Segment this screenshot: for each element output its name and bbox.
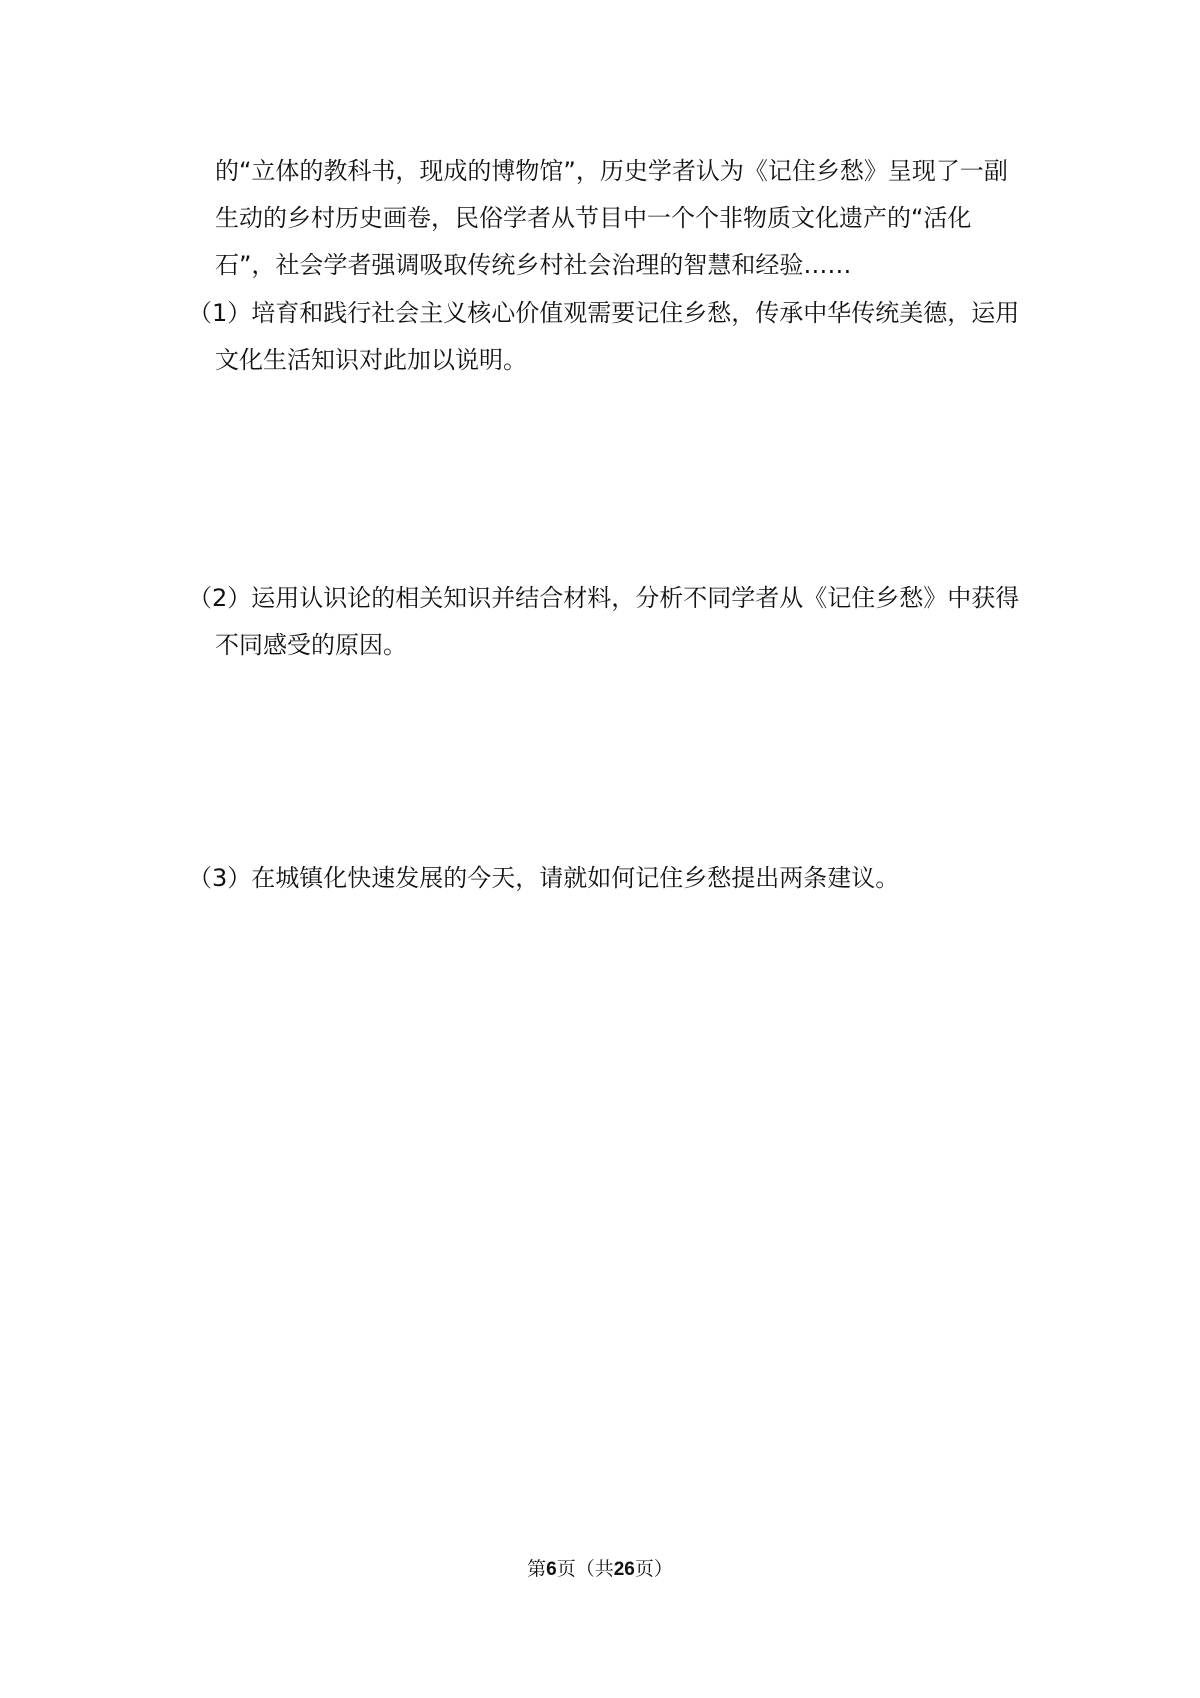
material-text [215, 148, 1025, 289]
question-1 [188, 290, 1028, 384]
question-1-line-1: （1）培育和践行社会主义核心价值观需要记住乡愁，传承中华传统美德，运用 [188, 299, 1020, 327]
page-footer [0, 1556, 1200, 1583]
footer-middle: 页（共 [556, 1558, 614, 1580]
footer-suffix: 页） [634, 1558, 673, 1580]
question-3-line-1: （3）在城镇化快速发展的今天，请就如何记住乡愁提出两条建议。 [188, 864, 900, 892]
material-line-3: 石”，社会学者强调吸取传统乡村社会治理的智慧和经验…… [215, 251, 852, 279]
question-3 [188, 855, 1028, 902]
question-2 [188, 575, 1028, 669]
material-line-2: 生动的乡村历史画卷，民俗学者从节目中一个个非物质文化遗产的“活化 [215, 204, 972, 232]
question-2-line-2: 不同感受的原因。 [215, 631, 407, 659]
question-1-line-2: 文化生活知识对此加以说明。 [215, 346, 527, 374]
question-2-line-1: （2）运用认识论的相关知识并结合材料，分析不同学者从《记住乡愁》中获得 [188, 584, 1020, 612]
material-line-1: 的“立体的教科书，现成的博物馆”，历史学者认为《记住乡愁》呈现了一副 [215, 157, 1008, 185]
footer-total-pages: 26 [613, 1559, 635, 1580]
footer-prefix: 第 [527, 1558, 547, 1580]
footer-page-number: 6 [546, 1559, 557, 1580]
